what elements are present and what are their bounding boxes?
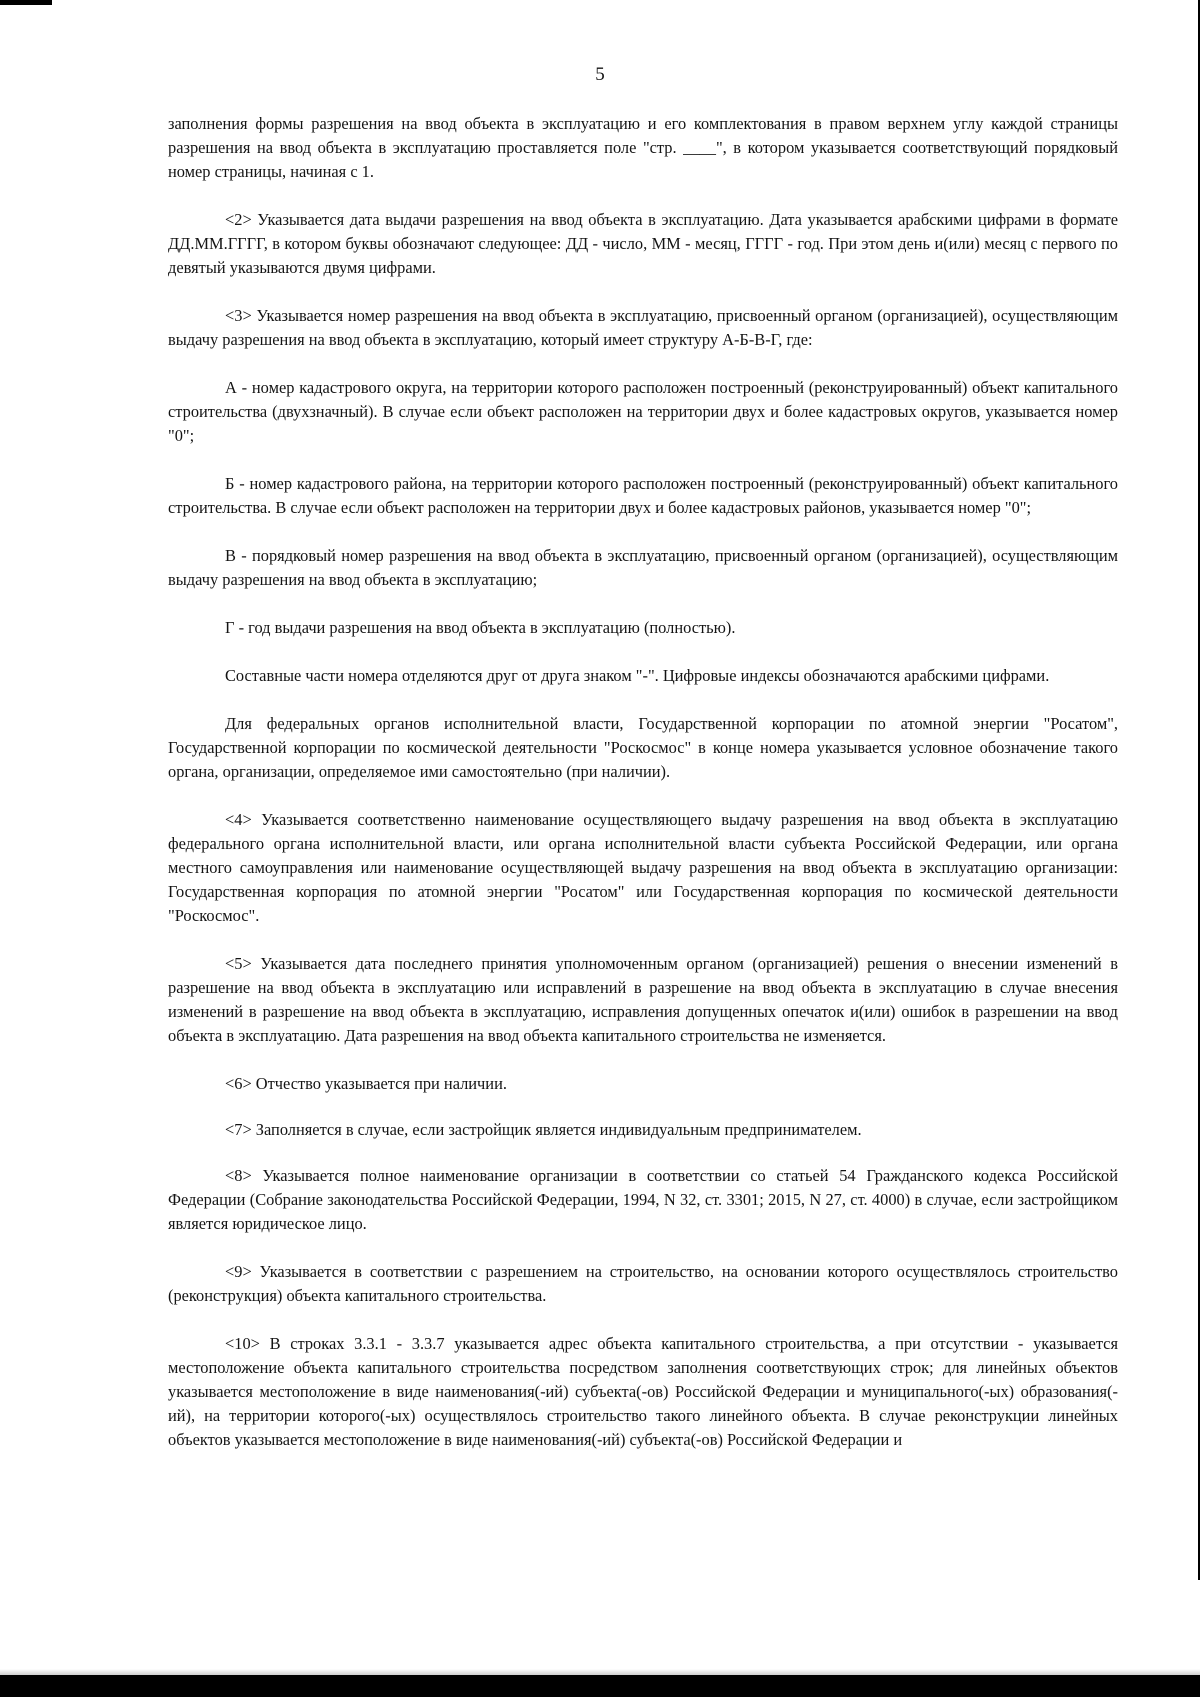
- scan-border-top: [0, 0, 52, 5]
- note-4: <4> Указывается соответственно наименование осуществляющего выдачу разрешения на ввод объекта в эксплуатацию федерального органа исполнительной власти, или органа исполнительной власти субъекта Российской Федерации, или органа местного самоуправления или наименование осуществляющей выдачу разрешения на ввод объекта в эксплуатацию организации: Государственная корпорация по атомной энергии "Росатом" или Государственная корпорация по космической деятельности "Роскосмос".: [168, 810, 1118, 925]
- document-body: [168, 112, 1118, 1476]
- note-3-separator-rule: Составные части номера отделяются друг от друга знаком "-". Цифровые индексы обозначаются арабскими цифрами.: [225, 666, 1050, 685]
- note-3-part-v: В - порядковый номер разрешения на ввод объекта в эксплуатацию, присвоенный органом (организацией), осуществляющим выдачу разрешения на ввод объекта в эксплуатацию;: [168, 546, 1118, 589]
- note-2: <2> Указывается дата выдачи разрешения на ввод объекта в эксплуатацию. Дата указывается арабскими цифрами в формате ДД.ММ.ГГГГ, в котором буквы обозначают следующее: ДД - число, ММ - месяц, ГГГГ - год. При этом день и(или) месяц с первого по девятый указываются двумя цифрами.: [168, 210, 1118, 277]
- note-9: <9> Указывается в соответствии с разрешением на строительство, на основании которого осуществлялось строительство (реконструкция) объекта капитального строительства.: [168, 1262, 1118, 1305]
- note-6: <6> Отчество указывается при наличии.: [225, 1074, 507, 1093]
- note-3-part-g: Г - год выдачи разрешения на ввод объекта в эксплуатацию (полностью).: [225, 618, 736, 637]
- note-3: <3> Указывается номер разрешения на ввод объекта в эксплуатацию, присвоенный органом (организацией), осуществляющим выдачу разрешения на ввод объекта в эксплуатацию, который имеет структуру А-Б-В-Г, где:: [168, 306, 1118, 349]
- note-5: <5> Указывается дата последнего принятия уполномоченным органом (организацией) решения о внесении изменений в разрешение на ввод объекта в эксплуатацию или исправлений в разрешение на ввод объекта в эксплуатацию в случае внесения изменений в разрешение на ввод объекта в эксплуатацию, исправления допущенных опечаток и(или) ошибок в разрешении на ввод объекта в эксплуатацию. Дата разрешения на ввод объекта капитального строительства не изменяется.: [168, 954, 1118, 1045]
- note-3-federal-suffix: Для федеральных органов исполнительной власти, Государственной корпорации по атомной энергии "Росатом", Государственной корпорации по космической деятельности "Роскосмос" в конце номера указывается условное обозначение такого органа, организации, определяемое ими самостоятельно (при наличии).: [168, 714, 1118, 781]
- note-3-part-a: А - номер кадастрового округа, на территории которого расположен построенный (реконструированный) объект капитального строительства (двухзначный). В случае если объект расположен на территории двух и более кадастровых округов, указывается номер "0";: [168, 378, 1118, 445]
- note-10: <10> В строках 3.3.1 - 3.3.7 указывается адрес объекта капитального строительства, а при отсутствии - указывается местоположение объекта капитального строительства посредством заполнения соответствующих строк; для линейных объектов указывается местоположение в виде наименования(-ий) субъекта(-ов) Российской Федерации и муниципального(-ых) образования(-ий), на территории которого(-ых) осуществлялось строительство такого линейного объекта. В случае реконструкции линейных объектов указывается местоположение в виде наименования(-ий) субъекта(-ов) Российской Федерации и: [168, 1334, 1118, 1449]
- paragraph-continuation: заполнения формы разрешения на ввод объекта в эксплуатацию и его комплектования в правом верхнем углу каждой страницы разрешения на ввод объекта в эксплуатацию проставляется поле "стр. ____", в котором указывается соответствующий порядковый номер страницы, начиная с 1.: [168, 114, 1118, 181]
- page-number: 5: [595, 64, 605, 85]
- scan-border-bottom: [0, 1675, 1200, 1697]
- note-3-part-b: Б - номер кадастрового района, на территории которого расположен построенный (реконструированный) объект капитального строительства. В случае если объект расположен на территории двух и более кадастровых районов, указывается номер "0";: [168, 474, 1118, 517]
- note-7: <7> Заполняется в случае, если застройщик является индивидуальным предпринимателем.: [225, 1120, 862, 1139]
- note-8: <8> Указывается полное наименование организации в соответствии со статьей 54 Гражданского кодекса Российской Федерации (Собрание законодательства Российской Федерации, 1994, N 32, ст. 3301; 2015, N 27, ст. 4000) в случае, если застройщиком является юридическое лицо.: [168, 1166, 1118, 1233]
